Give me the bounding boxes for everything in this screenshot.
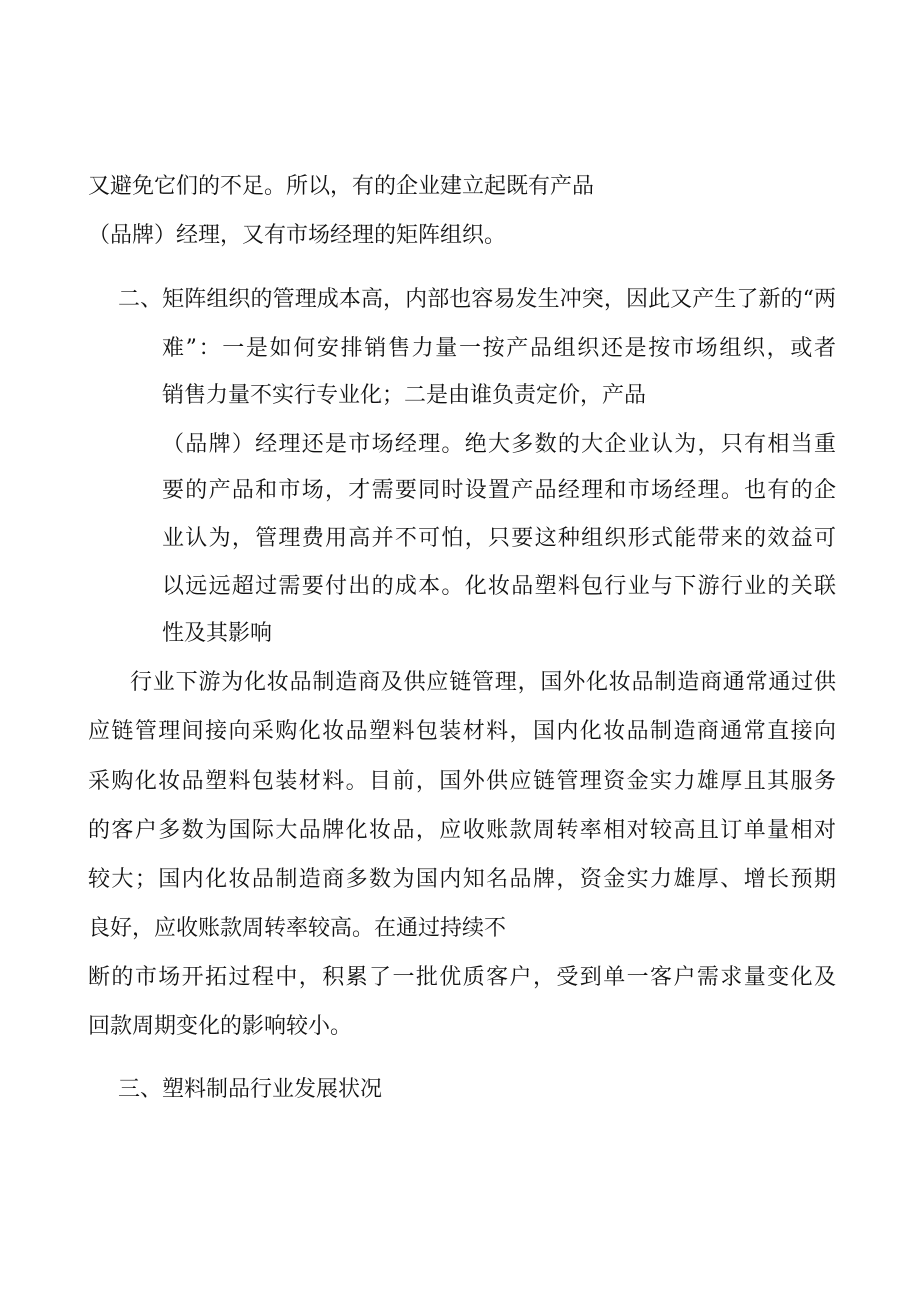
- paragraph-line: 断的市场开拓过程中，积累了一批优质客户，受到单一客户需求量变化及: [88, 965, 836, 990]
- paragraph-line: 的客户多数为国际大品牌化妆品，应收账款周转率相对较高且订单量相对: [88, 818, 836, 843]
- paragraph-line: 销售力量不实行专业化；二是由谁负责定价，产品: [162, 383, 647, 408]
- paragraph-line: 行业下游为化妆品制造商及供应链管理，国外化妆品制造商通常通过供: [130, 670, 836, 695]
- paragraph-line: 以远远超过需要付出的成本。化妆品塑料包行业与下游行业的关联: [162, 574, 836, 599]
- paragraph-line: 较大；国内化妆品制造商多数为国内知名品牌，资金实力雄厚、增长预期: [88, 867, 836, 892]
- section-heading-3: 三、塑料制品行业发展状况: [118, 1077, 383, 1102]
- paragraph-line: （品牌）经理，又有市场经理的矩阵组织。: [88, 223, 507, 248]
- paragraph-line: 又避免它们的不足。所以，有的企业建立起既有产品: [88, 174, 595, 199]
- paragraph-line: 难”：一是如何安排销售力量一按产品组织还是按市场组织，或者: [162, 336, 836, 361]
- paragraph-line: 采购化妆品塑料包装材料。目前，国外供应链管理资金实力雄厚且其服务: [88, 769, 836, 794]
- paragraph-line: 要的产品和市场，才需要同时设置产品经理和市场经理。也有的企: [162, 478, 836, 503]
- paragraph-line: （品牌）经理还是市场经理。绝大多数的大企业认为，只有相当重: [162, 432, 836, 457]
- paragraph-line: 业认为，管理费用高并不可怕，只要这种组织形式能带来的效益可: [162, 526, 836, 551]
- paragraph-line: 回款周期变化的影响较小。: [88, 1014, 353, 1039]
- paragraph-line: 应链管理间接向采购化妆品塑料包装材料，国内化妆品制造商通常直接向: [88, 719, 836, 744]
- section-heading-2: 二、矩阵组织的管理成本高，内部也容易发生冲突，因此又产生了新的“两: [118, 287, 836, 312]
- paragraph-line: 性及其影响: [162, 621, 273, 646]
- paragraph-line: 良好，应收账款周转率较高。在通过持续不: [88, 916, 507, 941]
